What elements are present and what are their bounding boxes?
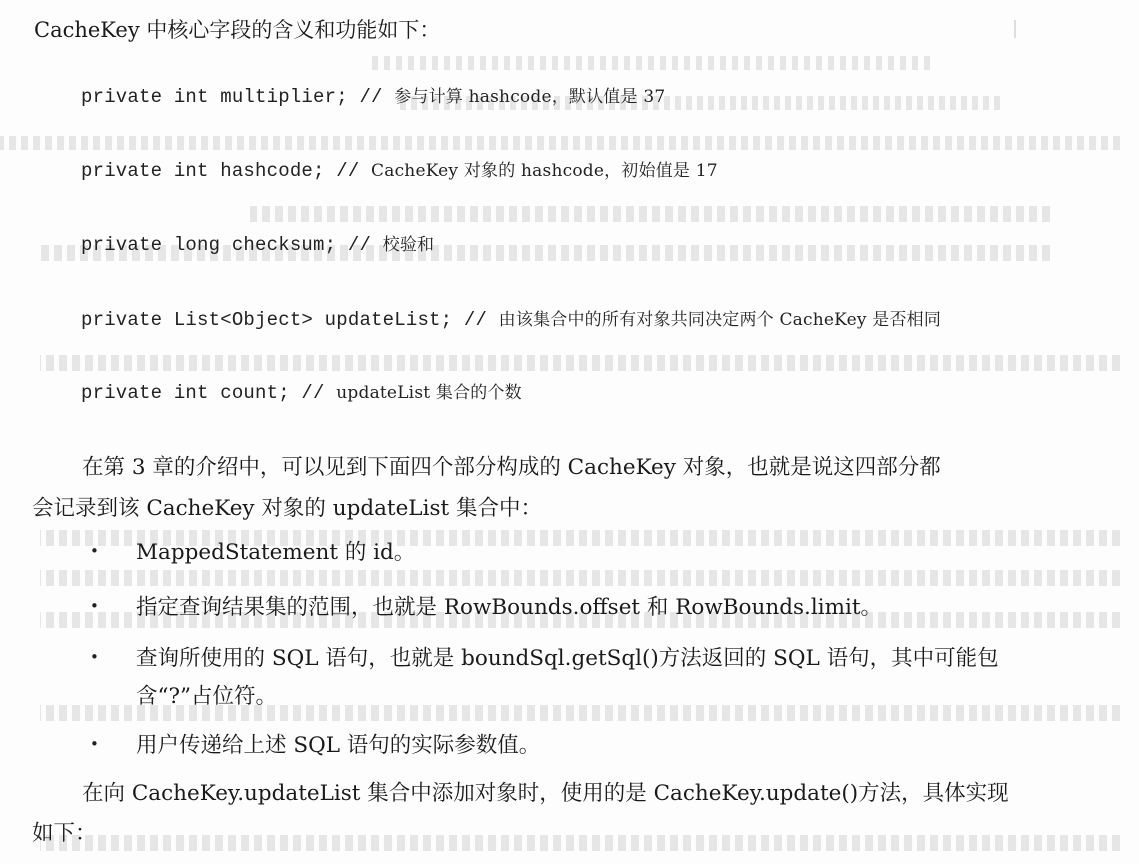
- code-comment: updateList 集合的个数: [336, 383, 522, 403]
- code-line-checksum: [81, 230, 434, 256]
- code-line-count: [81, 378, 522, 404]
- bullet-item: MappedStatement 的 id。: [136, 540, 416, 565]
- paragraph1-line1: 在第 3 章的介绍中，可以见到下面四个部分构成的 CacheKey 对象，也就是说这四部分都: [82, 455, 941, 480]
- code-comment: CacheKey 对象的 hashcode，初始值是 17: [371, 161, 718, 181]
- paragraph1-line2: 会记录到该 CacheKey 对象的 updateList 集合中：: [32, 496, 542, 521]
- bullet-icon: •: [90, 597, 99, 615]
- bullet-icon: •: [90, 648, 99, 666]
- bullet-item: 用户传递给上述 SQL 语句的实际参数值。: [136, 733, 541, 758]
- code-comment: 由该集合中的所有对象共同决定两个 CacheKey 是否相同: [498, 310, 942, 330]
- paragraph2-line1: 在向 CacheKey.updateList 集合中添加对象时，使用的是 CacheKey.update()方法，具体实现: [82, 781, 1009, 806]
- code-text: private int multiplier; //: [81, 86, 395, 108]
- paragraph2-line2: 如下：: [32, 821, 97, 846]
- intro-text: CacheKey 中核心字段的含义和功能如下：: [34, 18, 441, 42]
- code-line-hashcode: [81, 156, 718, 182]
- bullet-item: 查询所使用的 SQL 语句，也就是 boundSql.getSql()方法返回的 SQL 语句，其中可能包: [136, 646, 999, 671]
- bullet-item: 指定查询结果集的范围，也就是 RowBounds.offset 和 RowBounds.limit。: [136, 595, 882, 620]
- code-comment: 参与计算 hashcode，默认值是 37: [394, 87, 666, 107]
- code-text: private int hashcode; //: [81, 160, 372, 182]
- code-line-multiplier: [81, 82, 665, 108]
- code-comment: 校验和: [382, 235, 435, 255]
- code-text: private long checksum; //: [81, 234, 383, 256]
- code-text: private int count; //: [81, 382, 337, 404]
- bullet-icon: •: [90, 542, 99, 560]
- bullet-item-continued: 含“?”占位符。: [136, 684, 278, 709]
- code-text: private List<Object> updateList; //: [81, 309, 499, 331]
- bullet-icon: •: [90, 735, 99, 753]
- code-line-updatelist: [81, 305, 941, 331]
